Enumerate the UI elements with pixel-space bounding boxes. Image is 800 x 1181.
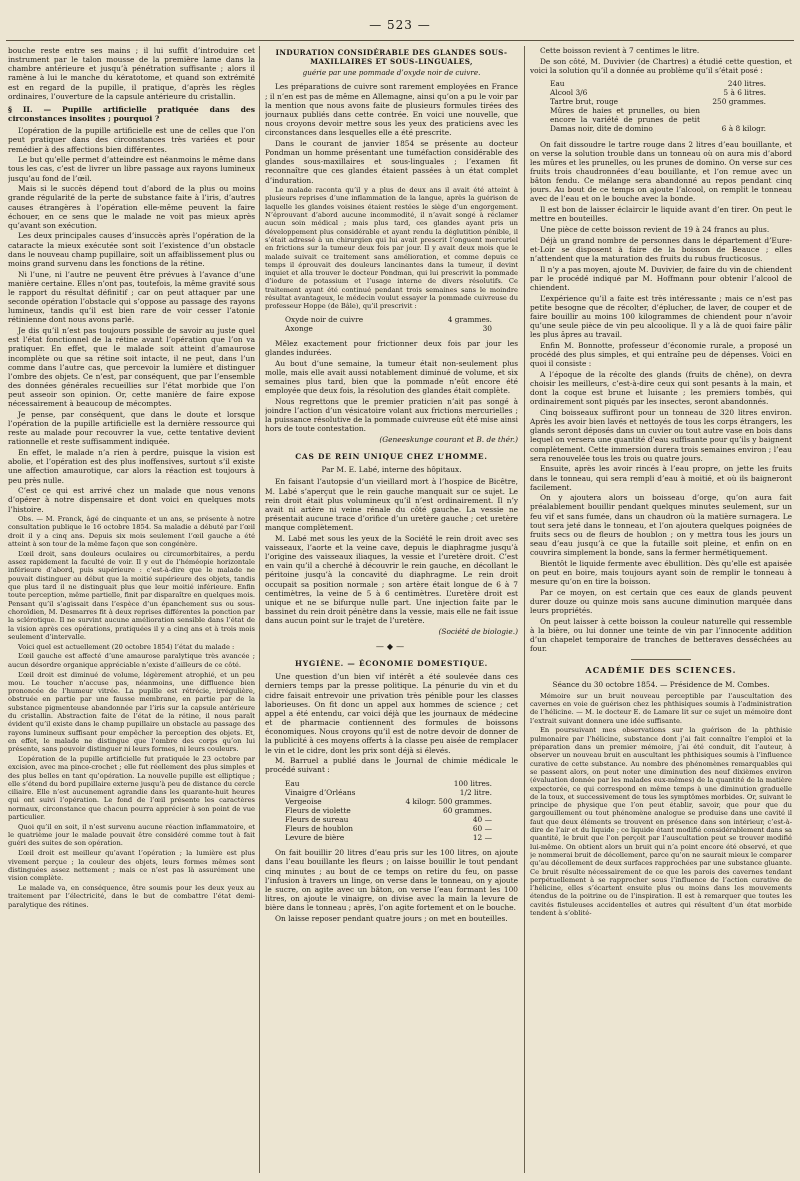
paragraph: Les deux principales causes d’insuccès après l’opération de la cataracte la mieux exécutée sont soit l’existence d’un obstacle dans le nouveau champ pupillaire, soit un affaiblissement plus ou moins grand survenu dans les fonctions de la rétine. bbox=[8, 231, 255, 268]
ingredient-name: Alcool 3/6 bbox=[550, 88, 588, 98]
paragraph: C’est ce qui est arrivé chez un malade que nous venons d’opérer à notre dispensaire et dont voici en quelques mots l’histoire. bbox=[8, 486, 255, 514]
paragraph: bouche reste entre ses mains ; il lui suffit d’introduire cet instrument par le talon mousse de la première lame dans la chambre antérieure et jusqu’à pénétration suffisante ; alors il ramène à lui le manche du kératotome, et quand son extrémité est en regard de la pupille, il pratique, d’après les règles ordinaires, l’ouverture de la capsule antérieure du cristallin. bbox=[8, 46, 255, 101]
column-center bbox=[265, 46, 518, 1173]
paragraph: L’opération de la pupille artificielle est une de celles que l’on peut pratiquer dans des circonstances très variées et pour remédier à des affections bien différentes. bbox=[8, 126, 255, 154]
observation-paragraph: L’œil gauche est affecté d’une amaurose paralytique très avancée ; aucun désordre organique appréciable n’existe d’ailleurs de ce côté. bbox=[8, 652, 255, 669]
ingredient-name: Oxyde noir de cuivre bbox=[285, 314, 364, 324]
paragraph: Le malade raconta qu’il y a plus de deux ans il avait été atteint à plusieurs reprises d’une inflammation de la langue, après la guérison de laquelle les glandes voisines étaient restées le siège d’un engorgement. N’éprouvant d’abord aucune incommodité, il n’avait songé à réclamer aucun soin médical ; mais plus tard, ces glandes ayant pris un développement plus considérable et ayant rendu la déglutition pénible, il s’était adressé à un chirurgien qui lui avait prescrit l’onguent mercuriel en frictions sur la tumeur deux fois par jour. Il y avait deux mois que le malade suivait ce traitement sans amélioration, et comme depuis ce temps il éprouvait des douleurs lancinantes dans la tumeur, il devint inquiet et alla trouver le docteur Pondman, qui lui prescrivit la pommade d’iodure de potassium et l’usage interne de divers résolutifs. Ce traitement ayant été continué pendant trois semaines sans le moindre résultat avantageux, le médecin voulut essayer la pommade cuivreuse du professeur Hoppe (de Bâle), qu’il prescrivit : bbox=[265, 186, 518, 311]
ingredient-quantity: 40 — bbox=[472, 814, 492, 824]
paragraph: Cinq boisseaux suffiront pour un tonneau de 320 litres environ. Après les avoir bien lavés et nettoyés de tous les corps étrangers, les glands seront déposés dans un cuvier ou tout autre vase en bois dans lequel on versera une quantité d’eau suffisante pour qu’ils y baignent complètement. Cette immersion durera trois semaines environ ; l’eau sera renouvelée tous les trois ou quatre jours. bbox=[530, 407, 792, 463]
ingredient-quantity: 30 bbox=[482, 323, 492, 333]
paragraph: Le but qu’elle permet d’atteindre est néanmoins le même dans tous les cas, c’est de livrer un libre passage aux rayons lumineux jusqu’au fond de l’œil. bbox=[8, 155, 255, 183]
ingredient-name: Vergeoise bbox=[285, 796, 322, 806]
observation-paragraph: L’œil droit, sans douleurs oculaires ou circumorbitaires, a perdu assez rapidement la faculté de voir. Il y eut de l’héméopie horizontale inférieure d’abord, puis supérieure : c’est-à-dire que le malade ne pouvait distinguer au début que la moitié supérieure des objets, tandis que plus tard il ne distinguait plus que leur moitié inférieure. Enfin toute perception, même partielle, finit par disparaître en quelques mois. Pensant qu’il s’agissait dans l’espèce d’un épanchement sus ou sous-choroïdien, M. Desmarres fit à deux reprises différentes la ponction par la sclérotique. Il ne survint aucune amélioration sensible dans l’état de la vision après ces opérations, pratiquées il y a cinq ans et à trois mois seulement d’intervalle. bbox=[8, 549, 255, 641]
paragraph: Au bout d’une semaine, la tumeur était non-seulement plus molle, mais elle avait aussi notablement diminué de volume, et six semaines plus tard, bien que la pommade n’eût encore été employée que deux fois, la résolution des glandes était complète. bbox=[265, 358, 518, 396]
column-left bbox=[8, 46, 255, 1173]
ingredient-quantity: 1/2 litre. bbox=[459, 787, 492, 797]
paragraph: Je pense, par conséquent, que dans le doute et lorsque l’opération de la pupille artificielle est la dernière ressource qui reste au malade pour recouvrer la vue, cette tentative devient rationnelle et reste suffisamment indiquée. bbox=[8, 409, 255, 447]
recipe-row bbox=[265, 824, 518, 833]
recipe-row bbox=[530, 88, 792, 97]
observation-paragraph: Voici quel est actuellement (20 octobre 1854) l’état du malade : bbox=[18, 642, 235, 651]
source-citation: (Société de biologie.) bbox=[438, 626, 518, 636]
ingredient-name: Eau bbox=[550, 78, 565, 88]
ingredient-quantity: 4 kilogr. 500 grammes. bbox=[405, 796, 492, 806]
ingredient-quantity: 60 — bbox=[472, 824, 492, 834]
paragraph: Par ce moyen, on est certain que ces eaux de glands peuvent durer douze ou quinze mois sans aucune diminution marquée dans leurs propriétés. bbox=[530, 587, 792, 616]
recipe-row bbox=[530, 106, 792, 133]
paragraph: Déjà un grand nombre de personnes dans le département d’Eure-et-Loir se disposent à faire de la boisson de Beauce ; elles n’attendent que la maturation des fruits du rubus fructicosus. bbox=[530, 235, 792, 263]
paragraph: On peut laisser à cette boisson la couleur naturelle qui ressemble à la bière, ou lui donner une teinte de vin par l’innocente addition d’un chapelet temporaire de tranches de betteraves desséchées au four. bbox=[530, 616, 792, 654]
observation-paragraph: L’opération de la pupille artificielle fut pratiquée le 23 octobre par excision, avec ma pince-crochet ; elle fut réellement des plus simples et des plus belles en tant qu’opération. La nouvelle pupille est elliptique ; elle s’étend du bord pupillaire externe jusqu’à peu de distance du cercle ciliaire. Elle n’est aucunement agrandie dans les quarante-huit heures qui ont suivi l’opération. Le fond de l’œil présente les caractères normaux, circonstance que chacun pourra apprécier à son point de vue particulier. bbox=[8, 754, 255, 822]
paragraph: On laisse reposer pendant quatre jours ; on met en bouteilles. bbox=[275, 913, 508, 923]
recipe-row bbox=[265, 833, 518, 842]
paragraph: Nous regrettons que le premier praticien n’ait pas songé à joindre l’action d’un vésicatoire volant aux frictions mercurielles ; la puissance résolutive de la pommade cuivreuse eût été mise ainsi hors de toute contestation. bbox=[265, 396, 518, 434]
ingredient-quantity: 100 litres. bbox=[453, 778, 492, 788]
section-divider bbox=[631, 659, 691, 660]
paragraph: Les préparations de cuivre sont rarement employées en France ; il n’en est pas de même en Allemagne, ainsi qu’on a pu le voir par la mention que nous avons faite de plusieurs formules tirées des journaux publiés dans cette contrée. En voici une nouvelle, que nous croyons devoir mettre sous les yeux des praticiens avec les circonstances dans lesquelles elle a été prescrite. bbox=[265, 82, 518, 138]
ingredient-quantity: 60 grammes. bbox=[443, 805, 492, 815]
paragraph: En poursuivant mes observations sur la guérison de la phthisie pulmonaire par l’hélicine, substance dont j’ai fait connaître l’emploi et la préparation dans un premier mémoire, j’ai été conduit, dit l’auteur, à observer un nouveau bruit en auscultant les phthisiques soumis à l’influence curative de cette substance. Au nombre des phénomènes remarquables qui se passent alors, on peut noter une diminution des neuf dixièmes environ (évaluation donnée par les malades eux-mêmes) de la quantité de la matière expectorée, ce qui correspond en même temps à une diminution graduelle de la toux, et successivement de tous les symptômes morbides. Or, suivant le principe de physique que l’on peut établir, savoir, que pour que du gargouillement ou tout phénomène analogue se produise dans une cavité il faut que deux éléments se trouvent en présence dans son intérieur, c’est-à-dire de l’air et du liquide ; ce liquide étant modifié considérablement dans sa quantité, le bruit que l’on perçoit par l’auscultation peut se trouver modifié lui-même. On obtient alors un bruit qui n’a point encore été observé, et que je nommerai bruit de décollement, parce qu’on ne saurait mieux le comparer qu’au décollement de deux surfaces rapprochées par une substance gluante. Ce bruit résulte nécessairement de ce que les parois des cavernes tendant perpétuellement à se rapprocher sous l’influence de l’action curative de l’hélicine, elles s’écartent ensuite plus ou moins dans les mouvements étendus de la poitrine ou de l’inspiration. Il est à remarquer que toutes les cavités fistuleuses accidentelles et autres qui résultent d’un état morbide tendent à s’oblité- bbox=[530, 726, 792, 917]
paragraph: Enfin M. Bonnotte, professeur d’économie rurale, a proposé un procédé des plus simples, et qui entraîne peu de dépenses. Voici en quoi il consiste : bbox=[530, 340, 792, 369]
paragraph: On fait bouillir 20 litres d’eau pris sur les 100 litres, on ajoute dans l’eau bouillante les fleurs ; on laisse bouillir le tout pendant cinq minutes ; au bout de ce temps on retire du feu, on passe l’infusion à travers un linge, on verse dans le tonneau, on y ajoute le sucre, on agite avec un bâton, on verse l’eau formant les 100 litres, on ajoute le vinaigre, on divise avec la main la levure de bière dans le tonneau ; après, l’on agite fortement et on le bouche. bbox=[265, 848, 518, 913]
column-divider bbox=[524, 46, 525, 1173]
ingredient-name: Levure de bière bbox=[285, 833, 345, 843]
header-rule bbox=[6, 40, 794, 41]
paragraph: En effet, le malade n’a rien à perdre, puisque la vision est abolie, et l’opération est des plus inoffensives, surtout s’il existe une affection amaurotique, car alors la réaction est toujours à peu près nulle. bbox=[8, 448, 255, 485]
ingredient-name: Tartre brut, rouge bbox=[550, 97, 619, 107]
paragraph: Mémoire sur un bruit nouveau perceptible par l’auscultation des cavernes en voie de guérison chez les phthisiques soumis à l’administration de l’hélicine. — M. le docteur E. de Lamare lit sur ce sujet un mémoire dont l’extrait suivant donnera une idée suffisante. bbox=[530, 691, 792, 725]
paragraph: On fait dissoudre le tartre rouge dans 2 litres d’eau bouillante, et on verse la solution trouble dans un tonneau où on aura mis d’abord les mûres et les prunelles, ou les prunes de domino. On verse sur ces fruits trois chaudronnées d’eau bouillante, et l’on remue avec un bâton fendu. Ce mélange sera abandonné au repos pendant cinq jours. Au bout de ce temps on ajoute l’alcool, on remplit le tonneau avec de l’eau et on le bouche avec la bonde. bbox=[530, 139, 792, 204]
ingredient-name: Fleurs de sureau bbox=[285, 814, 349, 824]
article-author: Par M. E. Labé, interne des hôpitaux. bbox=[321, 465, 462, 475]
paragraph: A l’époque de la récolte des glands (fruits de chêne), on devra choisir les meilleurs, c’est-à-dire ceux qui sont pesants à la main, et dont la coque est brune et luisante ; les premiers tombés, qui ordinairement sont piqués par les insectes, seront abandonnés. bbox=[530, 369, 792, 407]
ingredient-name: Fleurs de houblon bbox=[285, 824, 354, 834]
ingredient-quantity: 240 litres. bbox=[727, 78, 766, 88]
recipe-row bbox=[265, 779, 518, 788]
section-heading: § II. — Pupille artificielle pratiquée dans des circonstances insolites ; pourquoi ? bbox=[8, 104, 255, 124]
paragraph: M. Barruel a publié dans le Journal de chimie médicale le procédé suivant : bbox=[265, 756, 518, 775]
paragraph: En faisant l’autopsie d’un vieillard mort à l’hospice de Bicêtre, M. Labé s’aperçut que le rein gauche manquait sur ce sujet. Le rein droit était plus volumineux qu’il n’est ordinairement. Il n’y avait ni artère ni veine rénale du côté gauche. La vessie ne présentait aucune trace d’orifice d’un uretère gauche ; cet uretère manque complètement. bbox=[265, 477, 518, 533]
column-right bbox=[530, 46, 792, 1173]
paragraph: Ni l’une, ni l’autre ne peuvent être prévues à l’avance d’une manière certaine. Elles n’ont pas, toutefois, la même gravité sous le rapport du résultat définitif ; car on peut attaquer par une seconde opération l’obstacle qui s’oppose au passage des rayons lumineux, tandis qu’il est bien rare de voir cesser l’atonie rétinienne dont nous avons parlé. bbox=[8, 269, 255, 325]
article-title: CAS DE REIN UNIQUE CHEZ L’HOMME. bbox=[295, 452, 488, 462]
paragraph: Il n’y a pas moyen, ajoute M. Duvivier, de faire du vin de chiendent par le procédé indiqué par M. Hoffmann pour obtenir l’alcool de chiendent. bbox=[530, 264, 792, 292]
recipe-row bbox=[265, 806, 518, 815]
paragraph: De son côté, M. Duvivier (de Chartres) a étudié cette question, et voici la solution qu’il a donnée au problème qu’il s’était posé : bbox=[530, 56, 792, 75]
recipe-row bbox=[265, 815, 518, 824]
prescription-row bbox=[265, 315, 518, 324]
ingredient-name: Vinaigre d’Orléans bbox=[285, 787, 356, 797]
recipe-row bbox=[265, 788, 518, 797]
paragraph: Il est bon de laisser éclaircir le liquide avant d’en tirer. On peut le mettre en bouteilles. bbox=[530, 205, 792, 224]
ingredient-quantity: 12 — bbox=[472, 833, 492, 843]
ingredient-name: Fleurs de violette bbox=[285, 805, 351, 815]
paragraph: On y ajoutera alors un boisseau d’orge, qu’on aura fait préalablement bouillir pendant quelques minutes seulement, sur un feu vif et sans fumée, dans un chaudron où la matière surnagera. Le tout sera jeté dans le tonneau, et l’on ajoutera quelques poignées de fruits secs ou de fleurs de houblon ; on y mettra tous les jours un seau d’eau jusqu’à ce que la futaille soit pleine, et enfin on en couvrira simplement la bonde, sans la fermer hermétiquement. bbox=[530, 493, 792, 558]
paragraph: Je dis qu’il n’est pas toujours possible de savoir au juste quel est l’état fonctionnel de la rétine avant l’opération que l’on va pratiquer. En effet, que le malade soit atteint d’amaurose incomplète ou que sa rétine soit intacte, il ne peut, dans l’un comme dans l’autre cas, que percevoir la lumière et distinguer l’ombre des objets. Ce n’est, par conséquent, que par l’ensemble des données générales recueillies sur l’état morbide que l’on peut asseoir son opinion. Or, cette manière de faire expose nécessairement à beaucoup de mécomptes. bbox=[8, 326, 255, 409]
paragraph: Une question d’un bien vif intérêt a été soulevée dans ces derniers temps par la presse politique. La pénurie du vin et du cidre faisait entrevoir une privation très pénible pour les classes laborieuses. On fit donc un appel aux hommes de science ; cet appel a été entendu, car voici déjà que les journaux de médecine et de pharmacie contiennent des formules de boissons économiques. Nous croyons qu’il est de notre devoir de donner de la publicité à ces moyens offerts à la classe peu aisée de remplacer le vin et le cidre, dont les prix sont déjà si élevés. bbox=[265, 672, 518, 755]
paragraph: Mêlez exactement pour frictionner deux fois par jour les glandes indurées. bbox=[265, 338, 518, 357]
ingredient-quantity: 5 à 6 litres. bbox=[723, 88, 766, 98]
divider-ornament: —◆— bbox=[375, 642, 408, 652]
observation-paragraph: L’œil droit est diminué de volume, légèrement atrophié, et un peu mou. Le toucher n’accuse pas, néanmoins, une diffluence bien prononcée de l’humeur vitrée. La pupille est rétrécie, irrégulière, obstruée en partie par une fausse membrane, en partie par de la substance pigmenteuse abandonnée par l’iris sur la capsule antérieure du cristallin. Abstraction faite de l’état de la rétine, il nous paraît évident qu’il existe dans le champ pupillaire un obstacle au passage des rayons lumineux suffisant pour empêcher la perception des objets. Et, en effet, le malade ne distingue que l’ombre des corps qu’on lui présente, sans pouvoir distinguer ni leurs formes, ni leurs couleurs. bbox=[8, 670, 255, 754]
column-divider bbox=[259, 46, 260, 1173]
paragraph: Cette boisson revient à 7 centimes le litre. bbox=[540, 46, 700, 55]
paragraph: Mais si le succès dépend tout d’abord de la plus ou moins grande régularité de la perte de substance faite à l’iris, d’autres causes étrangères à l’opération elle-même peuvent la faire échouer, en ce sens que le malade ne voit pas mieux après qu’avant son exécution. bbox=[8, 184, 255, 230]
paragraph: Dans le courant de janvier 1854 se présente au docteur Pondman un homme présentant une tuméfaction considérable des glandes sous-maxillaires et sous-linguales ; l’examen fit reconnaître que ces glandes étaient passées à un état complet d’induration. bbox=[265, 138, 518, 185]
paragraph: Bientôt le liquide fermente avec ébullition. Dès qu’elle est apaisée on peut en boire, mais toujours ayant soin de remplir le tonneau à mesure qu’on en tire la boisson. bbox=[530, 558, 792, 587]
prescription-list bbox=[265, 315, 518, 333]
session-line: Séance du 30 octobre 1854. — Présidence de M. Combes. bbox=[552, 679, 770, 689]
recipe-row bbox=[265, 797, 518, 806]
ingredient-quantity: 6 à 8 kilogr. bbox=[721, 124, 766, 134]
recipe-list bbox=[530, 79, 792, 134]
recipe-list bbox=[265, 779, 518, 843]
article-title: INDURATION CONSIDÉRABLE DES GLANDES SOUS-MAXILLAIRES ET SOUS-LINGUALES, bbox=[275, 48, 508, 67]
article-subtitle: guérie par une pommade d’oxyde noir de cuivre. bbox=[302, 68, 481, 78]
recipe-row bbox=[530, 79, 792, 88]
paragraph: Ensuite, après les avoir rincés à l’eau propre, on jette les fruits dans le tonneau, qui sera rempli d’eau à moitié, et où ils baigneront facilement. bbox=[530, 464, 792, 492]
paragraph: L’expérience qu’il a faite est très intéressante ; mais ce n’est pas petite besogne que de récolter, d’éplucher, de laver, de couper et de faire bouillir au moins 100 kilogrammes de chiendent pour n’avoir qu’une seule pièce de vin peu alcoolique. Il y a là de quoi faire pâlir les plus âpres au travail. bbox=[530, 293, 792, 340]
paragraph: Une pièce de cette boisson revient de 19 à 24 francs au plus. bbox=[540, 224, 770, 234]
prescription-row bbox=[265, 324, 518, 333]
ingredient-name: Mûres de haies et prunelles, ou bien encore la variété de prunes de petit Damas noir, dite de domino bbox=[550, 106, 700, 134]
observation-paragraph: L’œil droit est meilleur qu’avant l’opération ; la lumière est plus vivement perçue ; la couleur des objets, leurs formes mêmes sont distinguées assez nettement ; mais ce n’est pas là assurément une vision complète. bbox=[8, 849, 255, 883]
ingredient-quantity: 4 grammes. bbox=[447, 314, 492, 324]
observation-paragraph: Le malade va, en conséquence, être soumis pour les deux yeux au traitement par l’électricité, dans le but de combattre l’état demi-paralytique des rétines. bbox=[8, 883, 255, 909]
recipe-row bbox=[530, 97, 792, 106]
ingredient-name: Eau bbox=[285, 778, 300, 788]
page-number: — 523 — bbox=[369, 18, 431, 32]
paragraph: M. Labé met sous les yeux de la Société le rein droit avec ses vaisseaux, l’aorte et la veine cave, depuis le diaphragme jusqu’à l’origine des vaisseaux iliaques, la vessie et l’uretère droit. C’est en vain qu’il a cherché à découvrir le rein gauche, en décollant le péritoine jusqu’à la concavité du diaphragme. Le rein droit occupait sa position normale ; son artère était longue de 6 à 7 centimètres, la veine de 5 à 6 centimètres. L’uretère droit est unique et ne se bifurque nulle part. Une injection faite par le bassinet du rein droit pénètre dans la vessie, mais elle ne fait issue dans aucun point sur le trajet de l’uretère. bbox=[265, 533, 518, 626]
ingredient-quantity: 250 grammes. bbox=[712, 97, 766, 107]
observation-paragraph: Obs. — M. Franck, âgé de cinquante et un ans, se présente à notre consultation publique le 16 octobre 1854. Sa maladie a débuté par l’œil droit il y a cinq ans. Depuis six mois seulement l’œil gauche a été atteint à son tour de la même façon que son congénère. bbox=[8, 515, 255, 549]
article-title: HYGIÈNE. — ÉCONOMIE DOMESTIQUE. bbox=[295, 659, 488, 669]
ingredient-name: Axonge bbox=[285, 323, 313, 333]
observation-paragraph: Quoi qu’il en soit, il n’est survenu aucune réaction inflammatoire, et le quatrième jour le malade pouvait être considéré comme tout à fait guéri des suites de son opération. bbox=[8, 822, 255, 848]
source-citation: (Geneeskunge courant et B. de thér.) bbox=[379, 434, 518, 444]
section-title: ACADÉMIE DES SCIENCES. bbox=[585, 665, 737, 676]
